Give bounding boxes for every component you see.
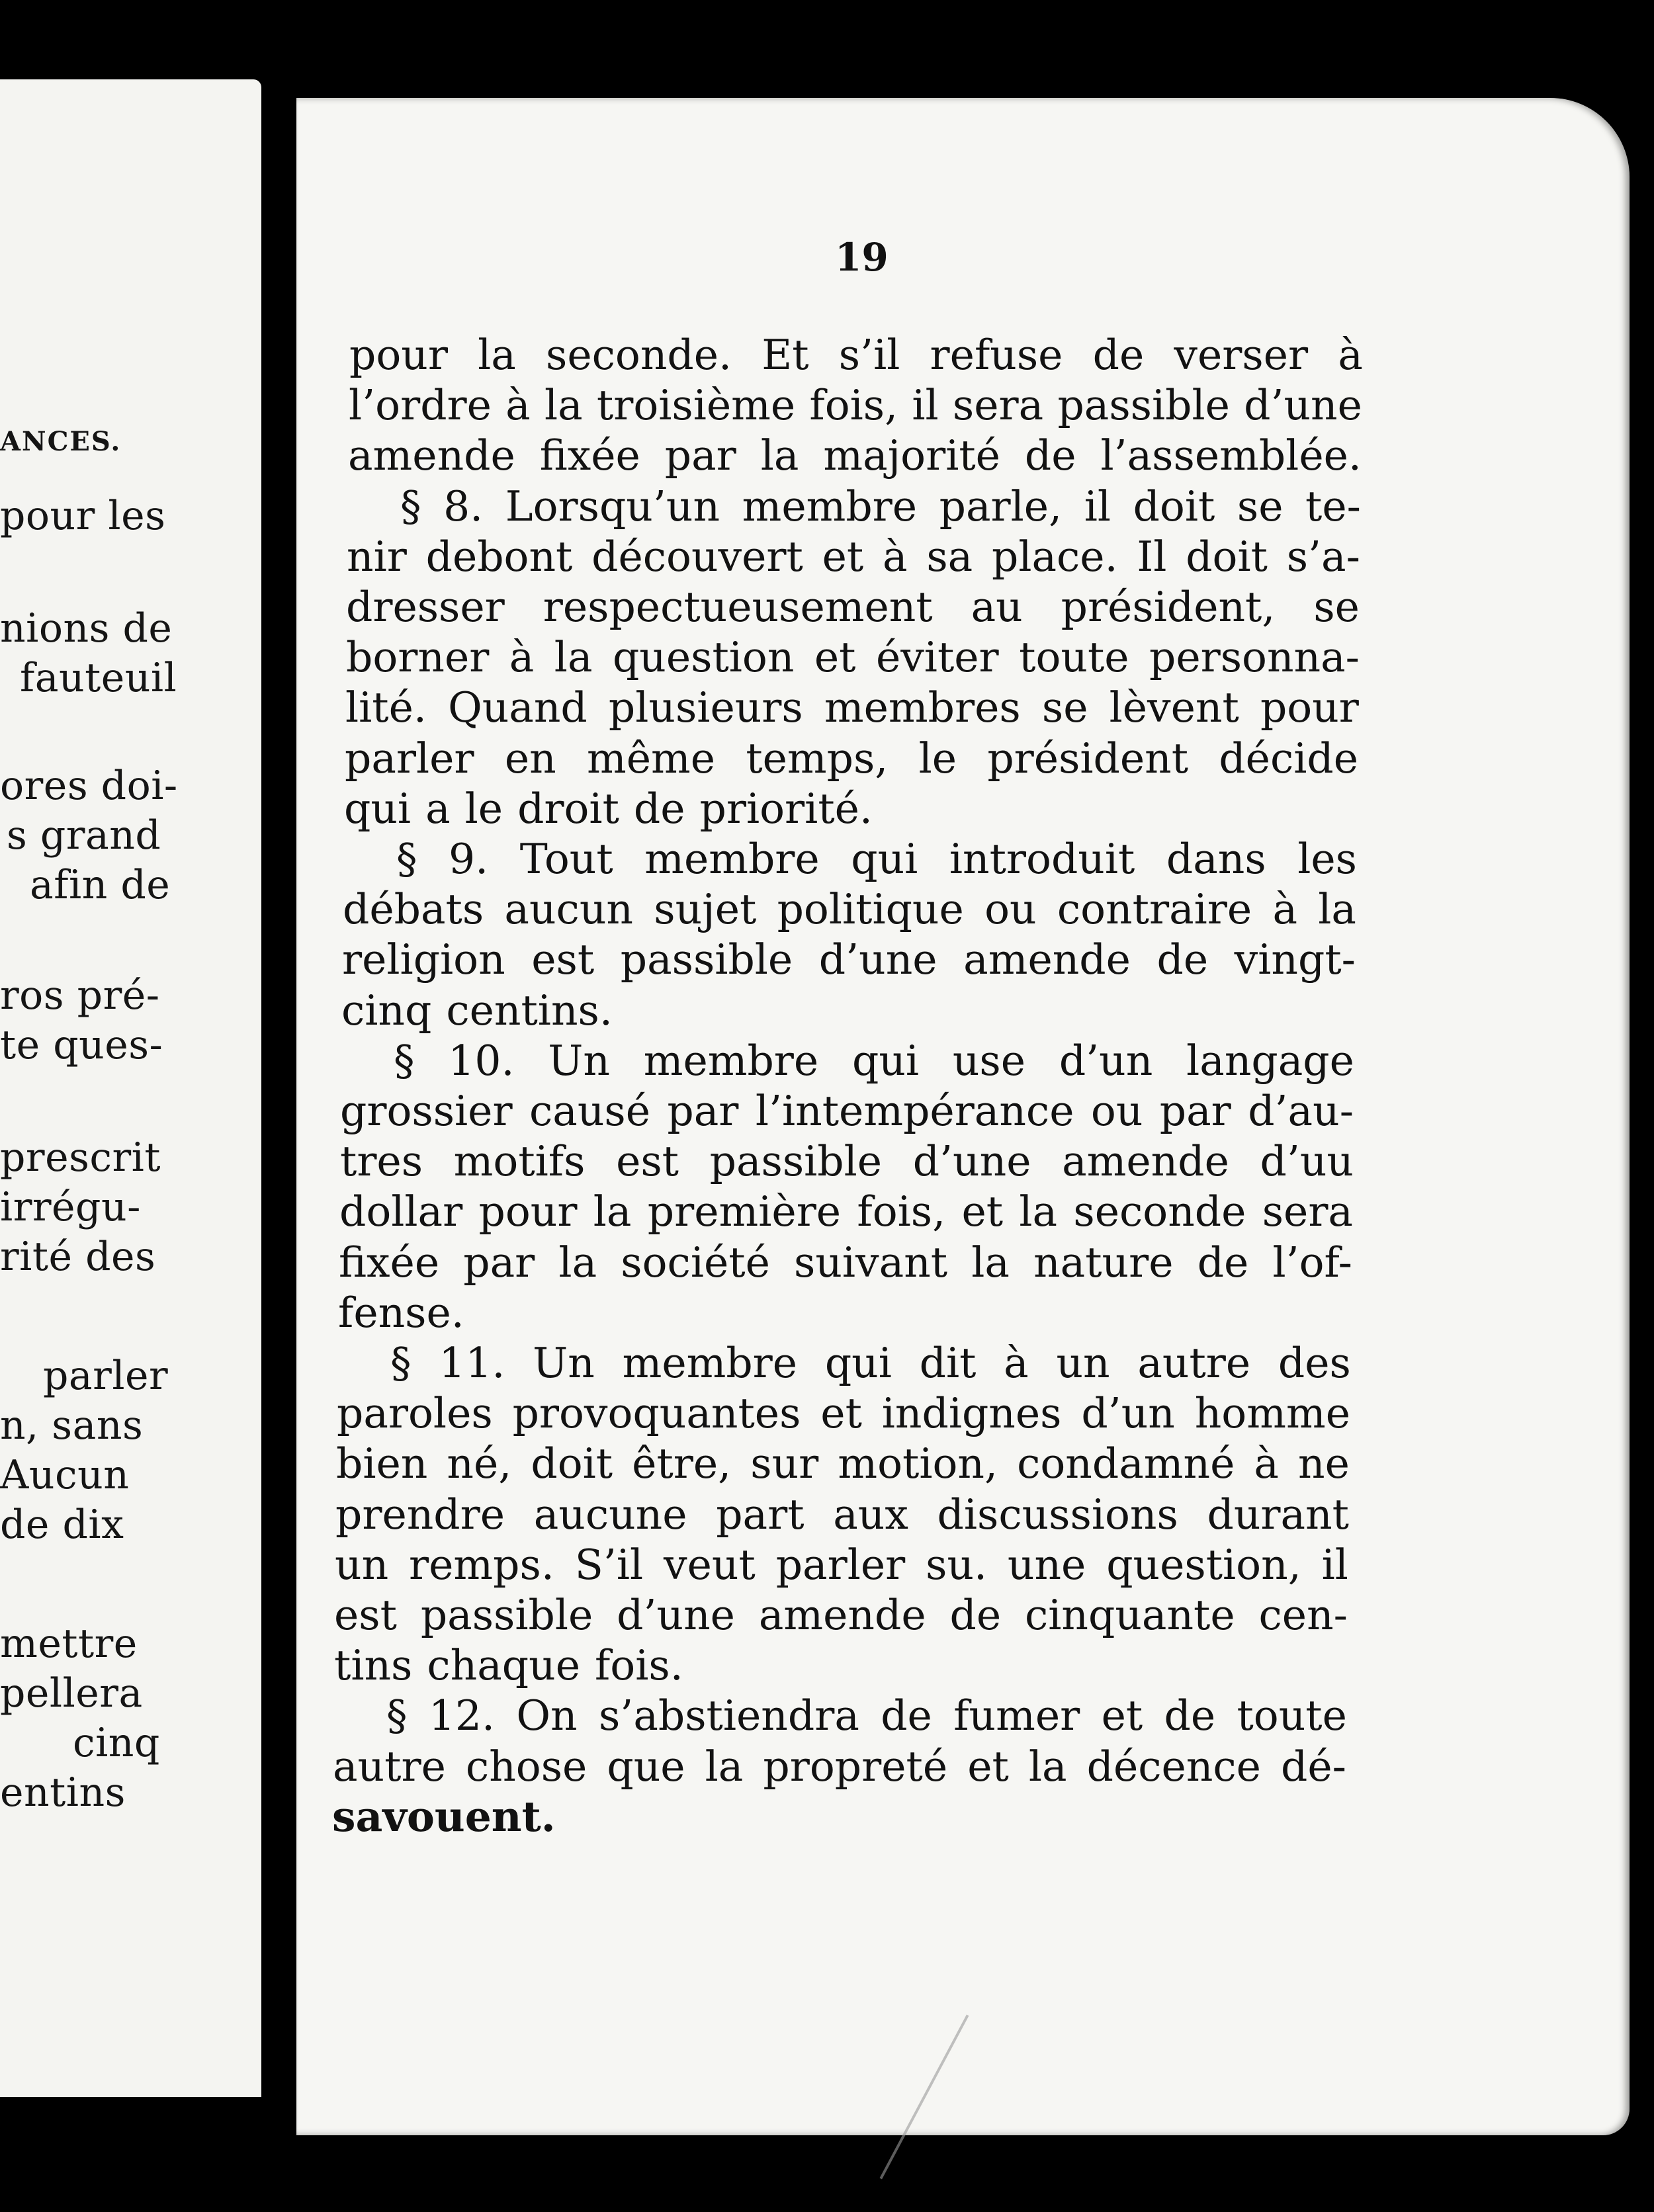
left-page-line: ANCES. — [0, 426, 122, 457]
left-page-line: irrégu- — [0, 1184, 141, 1230]
page-gutter — [261, 73, 298, 2123]
text-line: paroles provoquantes et indignes d’un homme — [337, 1389, 1350, 1437]
left-page-line: fauteuil — [20, 655, 177, 701]
text-line: § 9. Tout membre qui introduit dans les — [396, 835, 1357, 883]
left-page-line: te ques- — [0, 1022, 163, 1068]
left-page-line: entins — [0, 1769, 126, 1816]
text-line: dollar pour la première fois, et la seconde sera — [339, 1187, 1353, 1236]
text-line: borner à la question et éviter toute personna- — [346, 633, 1360, 681]
text-line: § 8. Lorsqu’un membre parle, il doit se te- — [400, 482, 1361, 531]
text-line: débats aucun sujet politique ou contraire à la — [343, 885, 1356, 933]
text-line: § 10. Un membre qui use d’un langage — [394, 1037, 1354, 1085]
text-line: un remps. S’il veut parler su. une question, il — [335, 1541, 1348, 1589]
text-line: l’ordre à la troisième fois, il sera passible d’une — [349, 381, 1362, 429]
left-page-line: prescrit — [0, 1134, 161, 1181]
left-page-line: s grand — [7, 812, 161, 859]
left-page-line: ros pré- — [0, 972, 160, 1019]
left-page-line: n, sans — [0, 1402, 144, 1449]
text-line: amende fixée par la majorité de l’assemblée. — [348, 431, 1362, 480]
text-line: § 12. On s’abstiendra de fumer et de toute — [386, 1691, 1347, 1740]
text-line: nir debont découvert et à sa place. Il doit s’a- — [347, 532, 1360, 581]
left-page-line: Aucun — [0, 1452, 130, 1498]
text-line: pour la seconde. Et s’il refuse de verser à — [349, 331, 1363, 379]
left-page-line: pour les — [0, 493, 166, 539]
text-line: autre chose que la propreté et la décence dé- — [333, 1742, 1346, 1791]
text-line: est passible d’une amende de cinquante cen- — [334, 1591, 1348, 1639]
left-page-line: afin de — [30, 862, 171, 908]
left-page-line: mettre — [0, 1621, 138, 1667]
left-facing-page — [0, 79, 261, 2097]
text-line: § 11. Un membre qui dit à un autre des — [390, 1339, 1351, 1387]
text-line: bien né, doit être, sur motion, condamné à ne — [336, 1439, 1350, 1488]
page-number: 19 — [835, 235, 889, 280]
text-line: cinq centins. — [341, 986, 613, 1035]
text-line: prendre aucune part aux discussions durant — [335, 1490, 1349, 1539]
text-line: religion est passible d’une amende de vingt- — [342, 935, 1356, 984]
left-page-line: rité des — [0, 1234, 156, 1280]
left-page-line: ores doi- — [0, 763, 178, 809]
left-page-line: cinq — [73, 1720, 160, 1766]
text-line: savouent. — [332, 1792, 556, 1841]
left-page-line: pellera — [0, 1670, 143, 1717]
text-line: dresser respectueusement au président, se — [346, 583, 1360, 631]
text-line: qui a le droit de priorité. — [344, 785, 873, 833]
text-line: tins chaque fois. — [334, 1641, 683, 1689]
left-page-line: de dix — [0, 1502, 124, 1548]
text-line: lité. Quand plusieurs membres se lèvent pour — [345, 683, 1359, 732]
text-line: grossier causé par l’intempérance ou par d’au- — [340, 1087, 1354, 1135]
left-page-line: nions de — [0, 605, 173, 652]
text-line: fixée par la société suivant la nature de l’of- — [339, 1238, 1352, 1287]
text-line: tres motifs est passible d’une amende d’uu — [340, 1137, 1354, 1185]
text-line: fense. — [338, 1289, 464, 1337]
text-line: parler en même temps, le président décide — [345, 734, 1358, 783]
left-page-line: parler — [43, 1353, 169, 1399]
